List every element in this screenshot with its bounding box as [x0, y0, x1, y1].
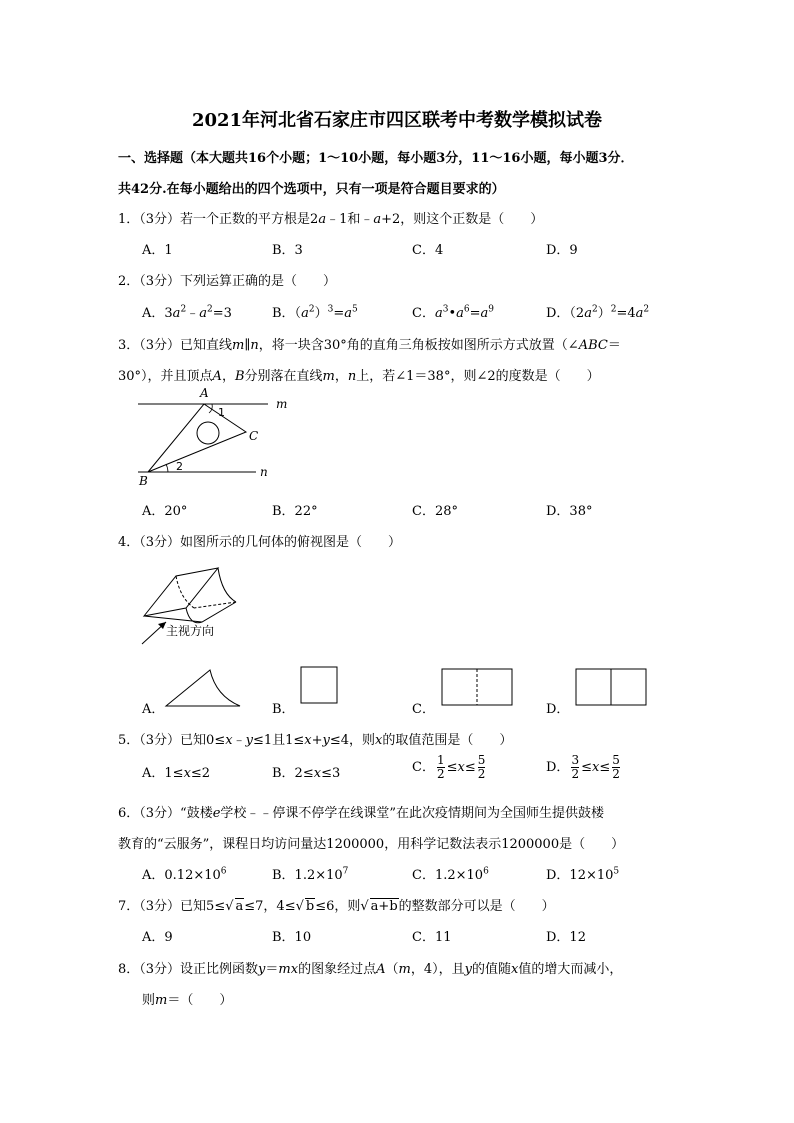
view-direction-label: 主视方向: [166, 624, 215, 638]
q6-option-d[interactable]: D．$12\times 10^5$: [546, 866, 620, 883]
q1-option-a[interactable]: A．1: [142, 243, 173, 258]
q1-option-c[interactable]: C．4: [412, 243, 444, 258]
q7-option-c[interactable]: C．11: [412, 930, 452, 945]
q2-option-c[interactable]: C．$a^3•a^6=a^9$: [412, 304, 495, 321]
q5-option-b[interactable]: B．2≤x≤3: [272, 766, 341, 781]
question-3-options: [142, 500, 702, 520]
section-heading-line2: 共42分.在每小题给出的四个选项中，只有一项是符合题目要求的）: [118, 182, 505, 197]
question-1-number: 1．: [118, 212, 140, 227]
q6-option-a[interactable]: A．$0.12\times 10^6$: [142, 866, 227, 883]
label-b: B: [139, 474, 148, 488]
question-6-line2: 教育的“云服务”，课程日均访问量达1200000，用科学记数法表示1200000是（ ）: [118, 837, 625, 852]
label-m: m: [276, 397, 288, 411]
question-5-text: 5．（3分）已知0≤x﹣y≤1且1≤x+y≤4，则x的取值范围是（ ）: [118, 733, 513, 748]
page-title: 2021年河北省石家庄市四区联考中考数学模拟试卷: [191, 110, 603, 131]
label-a: A: [200, 386, 209, 400]
question-7-options: [142, 926, 702, 946]
q7-option-a[interactable]: A．9: [142, 930, 173, 945]
q4-option-c[interactable]: C．: [412, 702, 435, 717]
ruler-hole: [197, 422, 219, 444]
q2-option-d[interactable]: D．$(2a^2)^2=4a^2$: [546, 304, 650, 321]
question-8-line2: 则m＝（ ）: [142, 993, 233, 1008]
q6-option-c[interactable]: C．$1.2\times 10^6$: [412, 866, 489, 883]
q4-option-a[interactable]: A．: [142, 702, 165, 717]
question-3-line1: 3．（3分）已知直线m∥n，将一块含30°角的直角三角板按如图所示方式放置（∠ABC＝: [118, 338, 621, 353]
question-1-options: [142, 239, 702, 259]
question-3-figure: [136, 388, 286, 488]
question-3-line2: 30°），并且顶点A，B分别落在直线m，n上，若∠1＝38°，则∠2的度数是（ ）: [118, 369, 600, 384]
question-2-options: [142, 302, 702, 322]
q1-option-b[interactable]: B．3: [272, 243, 303, 258]
q4-option-b-shape: [300, 666, 340, 706]
question-5-options: [142, 753, 702, 782]
label-angle-2: 2: [176, 460, 183, 473]
q7-option-b[interactable]: B．10: [272, 930, 312, 945]
q4-option-d[interactable]: D．: [546, 702, 570, 717]
label-c: C: [249, 429, 259, 443]
q5-option-c[interactable]: C． $\frac{1}{2}$ ≤x≤ $\frac{5}{2}$: [412, 753, 486, 781]
q5-option-d[interactable]: D． $\frac{3}{2}$ ≤x≤ $\frac{5}{2}$: [546, 753, 620, 781]
q4-option-d-shape: [575, 668, 649, 708]
q3-option-d[interactable]: D．38°: [546, 504, 593, 519]
q4-option-a-shape: [164, 666, 244, 710]
question-4-text: 4．（3分）如图所示的几何体的俯视图是（ ）: [118, 535, 402, 550]
q4-option-b[interactable]: B．: [272, 702, 295, 717]
label-n: n: [260, 465, 268, 479]
q5-option-a[interactable]: A．1≤x≤2: [142, 766, 211, 781]
triangle-ruler: [148, 404, 246, 472]
q6-option-b[interactable]: B．$1.2\times 10^7$: [272, 866, 349, 883]
q2-option-b[interactable]: B．$(a^2)^3=a^5$: [272, 304, 358, 321]
q1-option-d[interactable]: D．9: [546, 243, 578, 258]
question-8-line1: 8．（3分）设正比例函数y＝mx的图象经过点A（m，4），且y的值随x值的增大而减小，: [118, 962, 623, 977]
q3-option-a[interactable]: A．20°: [142, 504, 188, 519]
angle-2-arc: [166, 464, 168, 472]
question-6-line1: 6．（3分）“鼓楼e学校﹣﹣停课不停学在线课堂”在此次疫情期间为全国师生提供鼓楼: [118, 806, 605, 821]
label-angle-1: 1: [218, 406, 225, 419]
q4-option-c-shape: [441, 668, 515, 708]
question-2-text: （3分）下列运算正确的是（ ）: [139, 274, 337, 289]
q3-option-c[interactable]: C．28°: [412, 504, 458, 519]
q3-option-b[interactable]: B．22°: [272, 504, 318, 519]
q7-option-d[interactable]: D．12: [546, 930, 586, 945]
question-7-text: 7．（3分）已知5≤√ a≤7，4≤√ b≤6，则√ a+b的整数部分可以是（ ）: [118, 899, 555, 914]
question-6-options: [142, 864, 702, 884]
question-2-number: 2．: [118, 274, 140, 289]
section-heading-line1: 一、选择题（本大题共16个小题；1～10小题，每小题3分，11～16小题，每小题3分．: [118, 151, 634, 166]
q2-option-a[interactable]: A．$3a^2﹣a^2=3$: [142, 304, 232, 321]
